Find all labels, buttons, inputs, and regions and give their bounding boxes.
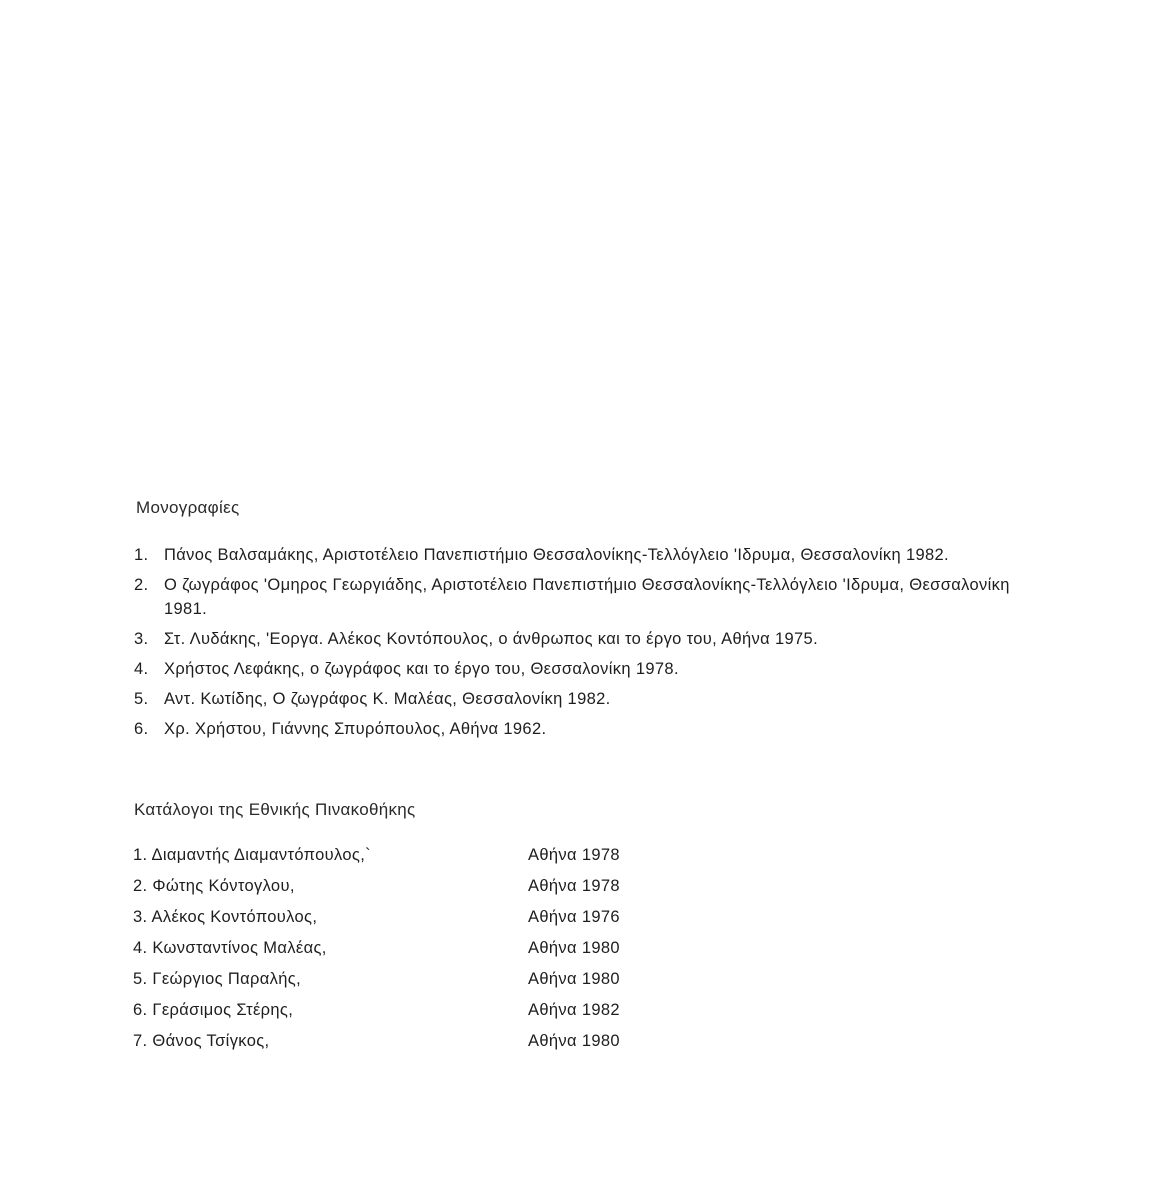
catalogue-place-year: Αθήνα 1980 <box>528 1032 620 1050</box>
item-text: Πάνος Βαλσαμάκης, Αριστοτέλειο Πανεπιστήμιο Θεσσαλονίκης-Τελλόγλειο 'Ιδρυμα, Θεσσαλονίκη 1982. <box>164 546 949 564</box>
item-number: 4. <box>134 660 149 678</box>
item-text: Χρ. Χρήστου, Γιάννης Σπυρόπουλος, Αθήνα 1962. <box>164 720 547 738</box>
monographs-heading: Μονογραφίες <box>136 498 240 517</box>
item-number: 6. <box>134 720 149 738</box>
list-item <box>134 543 1034 567</box>
item-number: 2. <box>134 576 149 594</box>
catalogue-name: 3. Αλέκος Κοντόπουλος, <box>133 908 318 926</box>
item-text: Στ. Λυδάκης, 'Εοργα. Αλέκος Κοντόπουλος, ο άνθρωπος και το έργο του, Αθήνα 1975. <box>164 630 819 648</box>
catalogues-heading: Κατάλογοι της Εθνικής Πινακοθήκης <box>134 800 416 819</box>
item-text: Ο ζωγράφος 'Ομηρος Γεωργιάδης, Αριστοτέλειο Πανεπιστήμιο Θεσσαλονίκης-Τελλόγλειο 'Ιδρυμα, Θεσσαλονίκη 1981. <box>164 576 1010 618</box>
list-item <box>133 998 653 1029</box>
catalogue-place-year: Αθήνα 1982 <box>528 1001 620 1019</box>
item-text: Αντ. Κωτίδης, Ο ζωγράφος Κ. Μαλέας, Θεσσαλονίκη 1982. <box>164 690 611 708</box>
list-item <box>134 717 1034 741</box>
catalogue-place-year: Αθήνα 1978 <box>528 877 620 895</box>
item-text: Χρήστος Λεφάκης, ο ζωγράφος και το έργο του, Θεσσαλονίκη 1978. <box>164 660 679 678</box>
item-number: 1. <box>134 546 149 564</box>
item-number: 5. <box>134 690 149 708</box>
catalogue-name: 1. Διαμαντής Διαμαντόπουλος,` <box>133 846 371 864</box>
item-number: 3. <box>134 630 149 648</box>
list-item <box>134 627 1034 651</box>
catalogue-place-year: Αθήνα 1976 <box>528 908 620 926</box>
catalogue-place-year: Αθήνα 1980 <box>528 939 620 957</box>
list-item <box>133 905 653 936</box>
catalogue-place-year: Αθήνα 1978 <box>528 846 620 864</box>
catalogue-name: 4. Κωνσταντίνος Μαλέας, <box>133 939 327 957</box>
list-item <box>133 967 653 998</box>
list-item <box>133 936 653 967</box>
list-item <box>133 1029 653 1060</box>
list-item <box>133 874 653 905</box>
list-item <box>134 573 1034 621</box>
list-item <box>134 687 1034 711</box>
catalogues-list <box>133 843 653 1060</box>
catalogue-name: 7. Θάνος Τσίγκος, <box>133 1032 270 1050</box>
monographs-list <box>134 543 1034 747</box>
list-item <box>133 843 653 874</box>
catalogue-place-year: Αθήνα 1980 <box>528 970 620 988</box>
list-item <box>134 657 1034 681</box>
catalogue-name: 2. Φώτης Κόντογλου, <box>133 877 295 895</box>
catalogue-name: 5. Γεώργιος Παραλής, <box>133 970 302 988</box>
catalogue-name: 6. Γεράσιμος Στέρης, <box>133 1001 294 1019</box>
